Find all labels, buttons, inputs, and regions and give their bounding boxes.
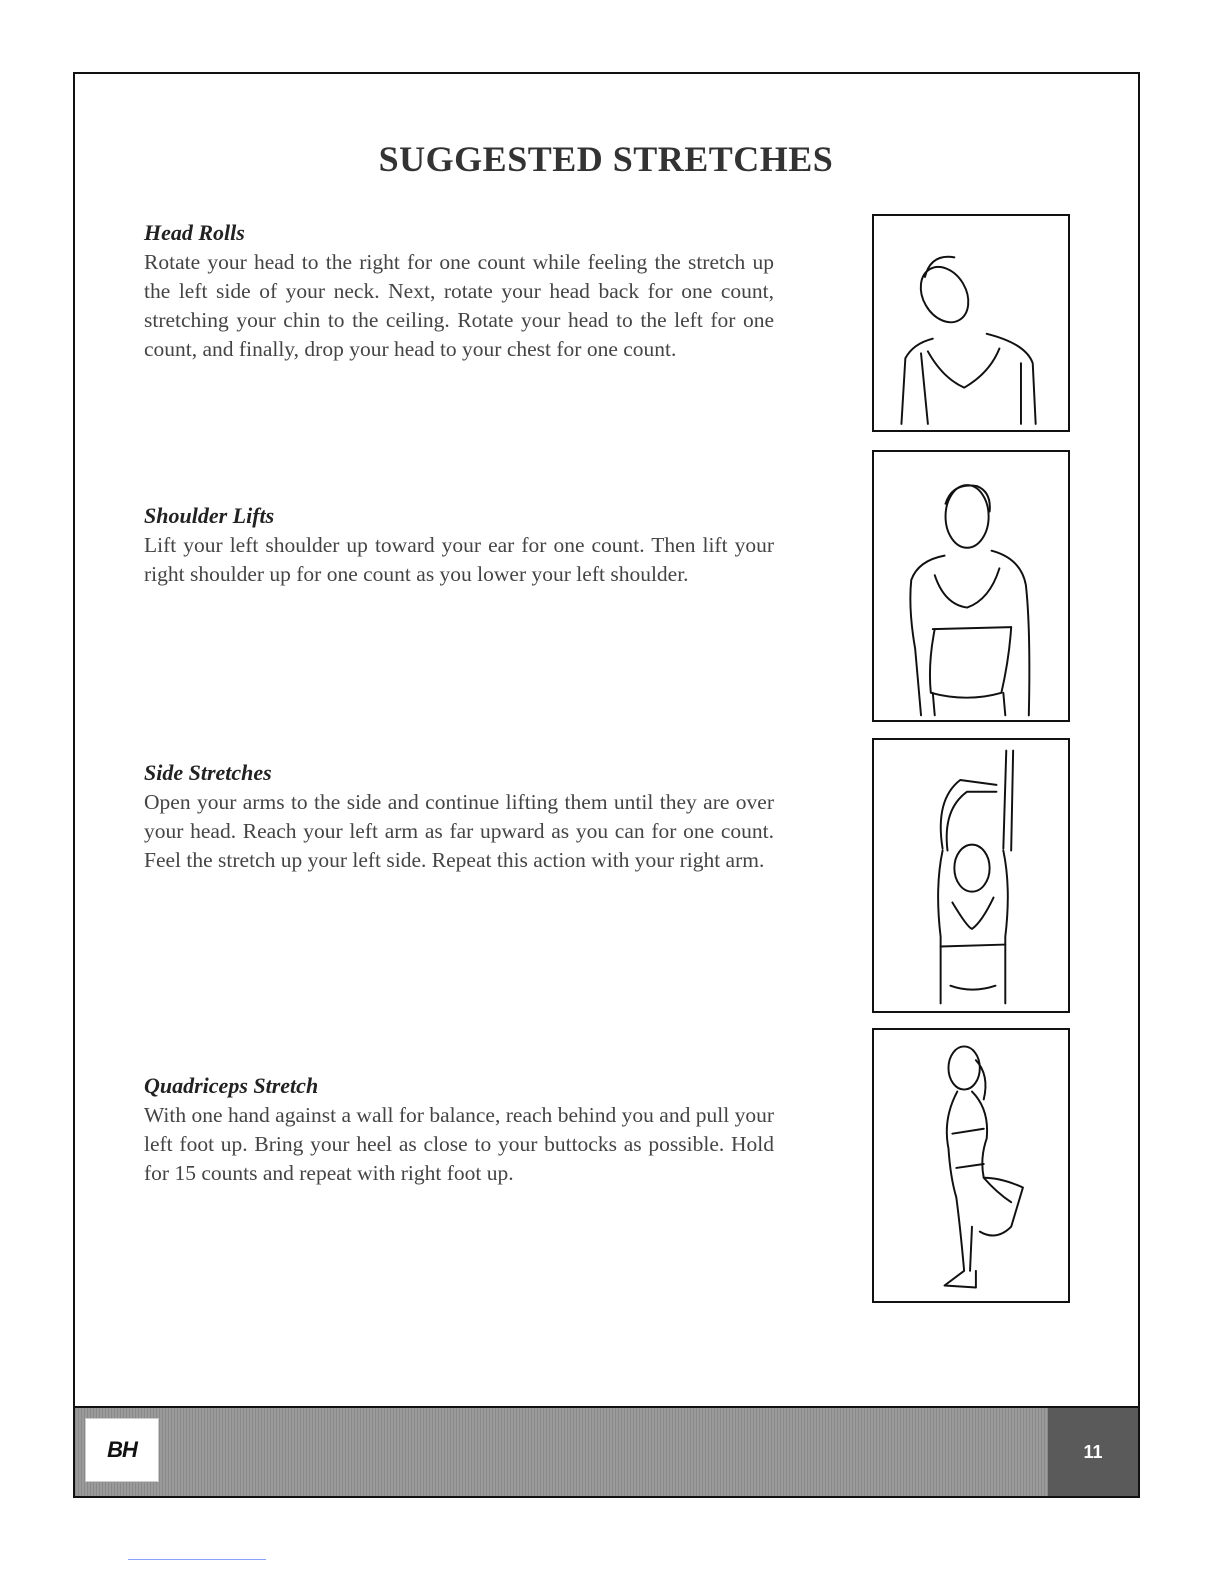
section-heading: Side Stretches <box>144 760 272 785</box>
side-stretch-figure-icon <box>872 738 1070 1013</box>
section-heading: Quadriceps Stretch <box>144 1073 319 1098</box>
page-title: SUGGESTED STRETCHES <box>378 139 834 179</box>
page-number: 11 <box>1083 1441 1103 1462</box>
head-roll-figure-icon <box>872 214 1070 432</box>
section-quadriceps-stretch <box>144 1073 774 1188</box>
section-head-rolls <box>144 220 774 364</box>
bottom-rule <box>128 1559 266 1560</box>
section-body: Open your arms to the side and continue lifting them until they are over your head. Reach your left arm as far upward as you can for one count. Feel the stretch up your left side. Repeat this action with your right arm. <box>144 790 774 872</box>
brand-logo <box>85 1418 159 1482</box>
section-heading: Head Rolls <box>144 220 245 245</box>
brand-logo-text: BH <box>107 1437 137 1462</box>
shoulder-lift-figure-icon <box>872 450 1070 722</box>
quadriceps-stretch-figure-icon <box>872 1028 1070 1303</box>
footer-bar <box>75 1406 1138 1496</box>
section-body: Lift your left shoulder up toward your ear for one count. Then lift your right shoulder up for one count as you lower your left shoulder. <box>144 533 774 586</box>
section-body: Rotate your head to the right for one count while feeling the stretch up the left side of your neck. Next, rotate your head back for one count, stretching your chin to the ceiling. Rotate your head to the left for one count, and finally, drop your head to your chest for one count. <box>144 250 774 361</box>
section-side-stretches <box>144 760 774 875</box>
section-body: With one hand against a wall for balance, reach behind you and pull your left foot up. Bring your heel as close to your buttocks as possible. Hold for 15 counts and repeat with right foot up. <box>144 1103 774 1185</box>
section-heading: Shoulder Lifts <box>144 503 275 528</box>
section-shoulder-lifts <box>144 503 774 589</box>
